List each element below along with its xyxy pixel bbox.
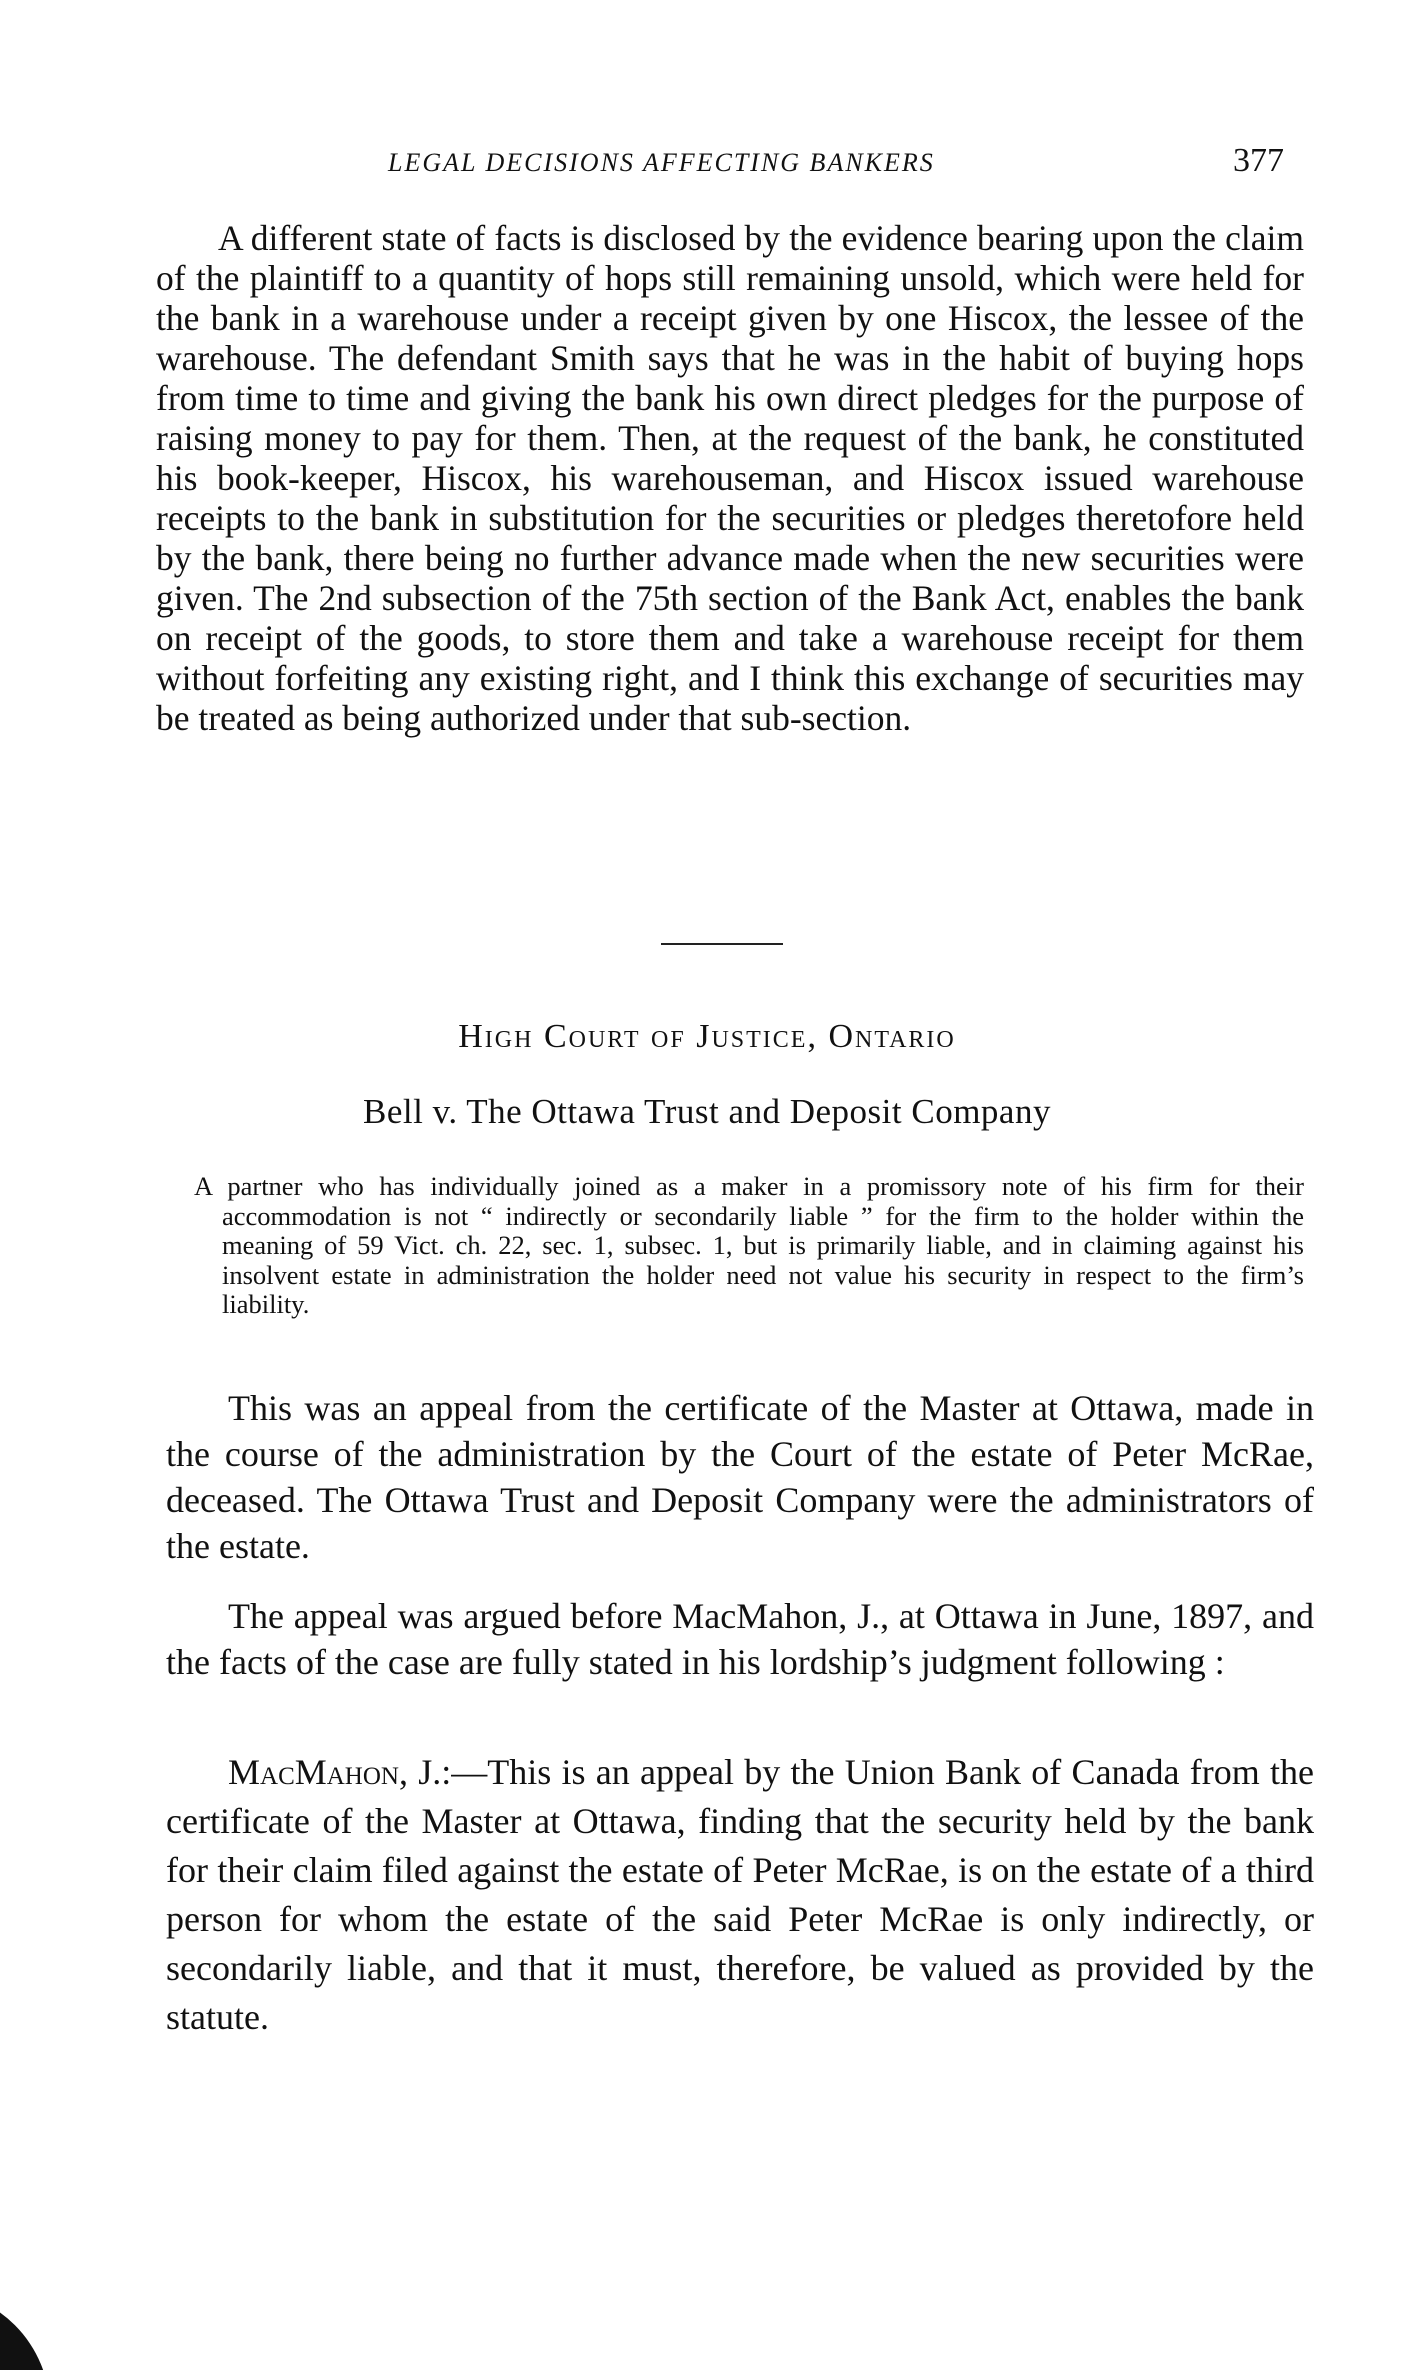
paragraph-hops-warehouse: A different state of facts is disclosed by the evidence bearing upon the claim of the plaintiff to a quantity of hops still remaining unsold, which were held for the bank in a warehouse under a receipt given by one Hiscox, the lessee of the warehouse. The defendant Smith says that he was in the habit of buying hops from time to time and giving the bank his own direct pledges for the purpose of raising money to pay for them. Then, at the request of the bank, he constituted his book-keeper, Hiscox, his warehouseman, and Hiscox issued warehouse receipts to the bank in substitution for the securities or pledges theretofore held by the bank, there being no further advance made when the new securities were given. The 2nd subsection of the 75th section of the Bank Act, enables the bank on receipt of the goods, to store them and take a warehouse receipt for them without forfeiting any existing right, and I think this exchange of securities may be treated as being authorized under that sub-section. [156, 218, 1304, 738]
section-divider [661, 943, 783, 945]
judgment-text: :—This is an appeal by the Union Bank of Canada from the certificate of the Master at Ottawa, finding that the security held by the bank for their claim filed against the estate of Peter McRae, is on the estate of a third person for whom the estate of the said Peter McRae is only indirectly, or secondarily liable, and that it must, therefore, be valued as provided by the statute. [166, 1752, 1314, 2037]
court-heading: High Court of Justice, Ontario [458, 1018, 956, 1055]
page-edge-shadow [0, 2260, 60, 2370]
headnote: A partner who has individually joined as a maker in a promissory note of his firm for their accommodation is not “ indirectly or secondarily liable ” for the firm to the holder within the meaning of 59 Vict. ch. 22, sec. 1, subsec. 1, but is primarily liable, and in claiming against his insolvent estate in administration the holder need not value his security in respect to the firm’s liability. [194, 1171, 1304, 1319]
paragraph-appeal-intro: This was an appeal from the certificate of the Master at Ottawa, made in the course of the administration by the Court of the estate of Peter McRae, deceased. The Ottawa Trust and Deposit Company were the administrators of the estate. [166, 1388, 1314, 1566]
case-title: Bell v. The Ottawa Trust and Deposit Company [363, 1092, 1051, 1131]
judge-name: MacMahon, J. [228, 1752, 442, 1792]
paragraph-judgment [166, 1748, 1314, 2042]
running-head: LEGAL DECISIONS AFFECTING BANKERS [388, 148, 935, 177]
paragraph-appeal-argued: The appeal was argued before MacMahon, J., at Ottawa in June, 1897, and the facts of the case are fully stated in his lordship’s judgment following : [166, 1596, 1314, 1682]
page-number: 377 [1233, 142, 1284, 179]
